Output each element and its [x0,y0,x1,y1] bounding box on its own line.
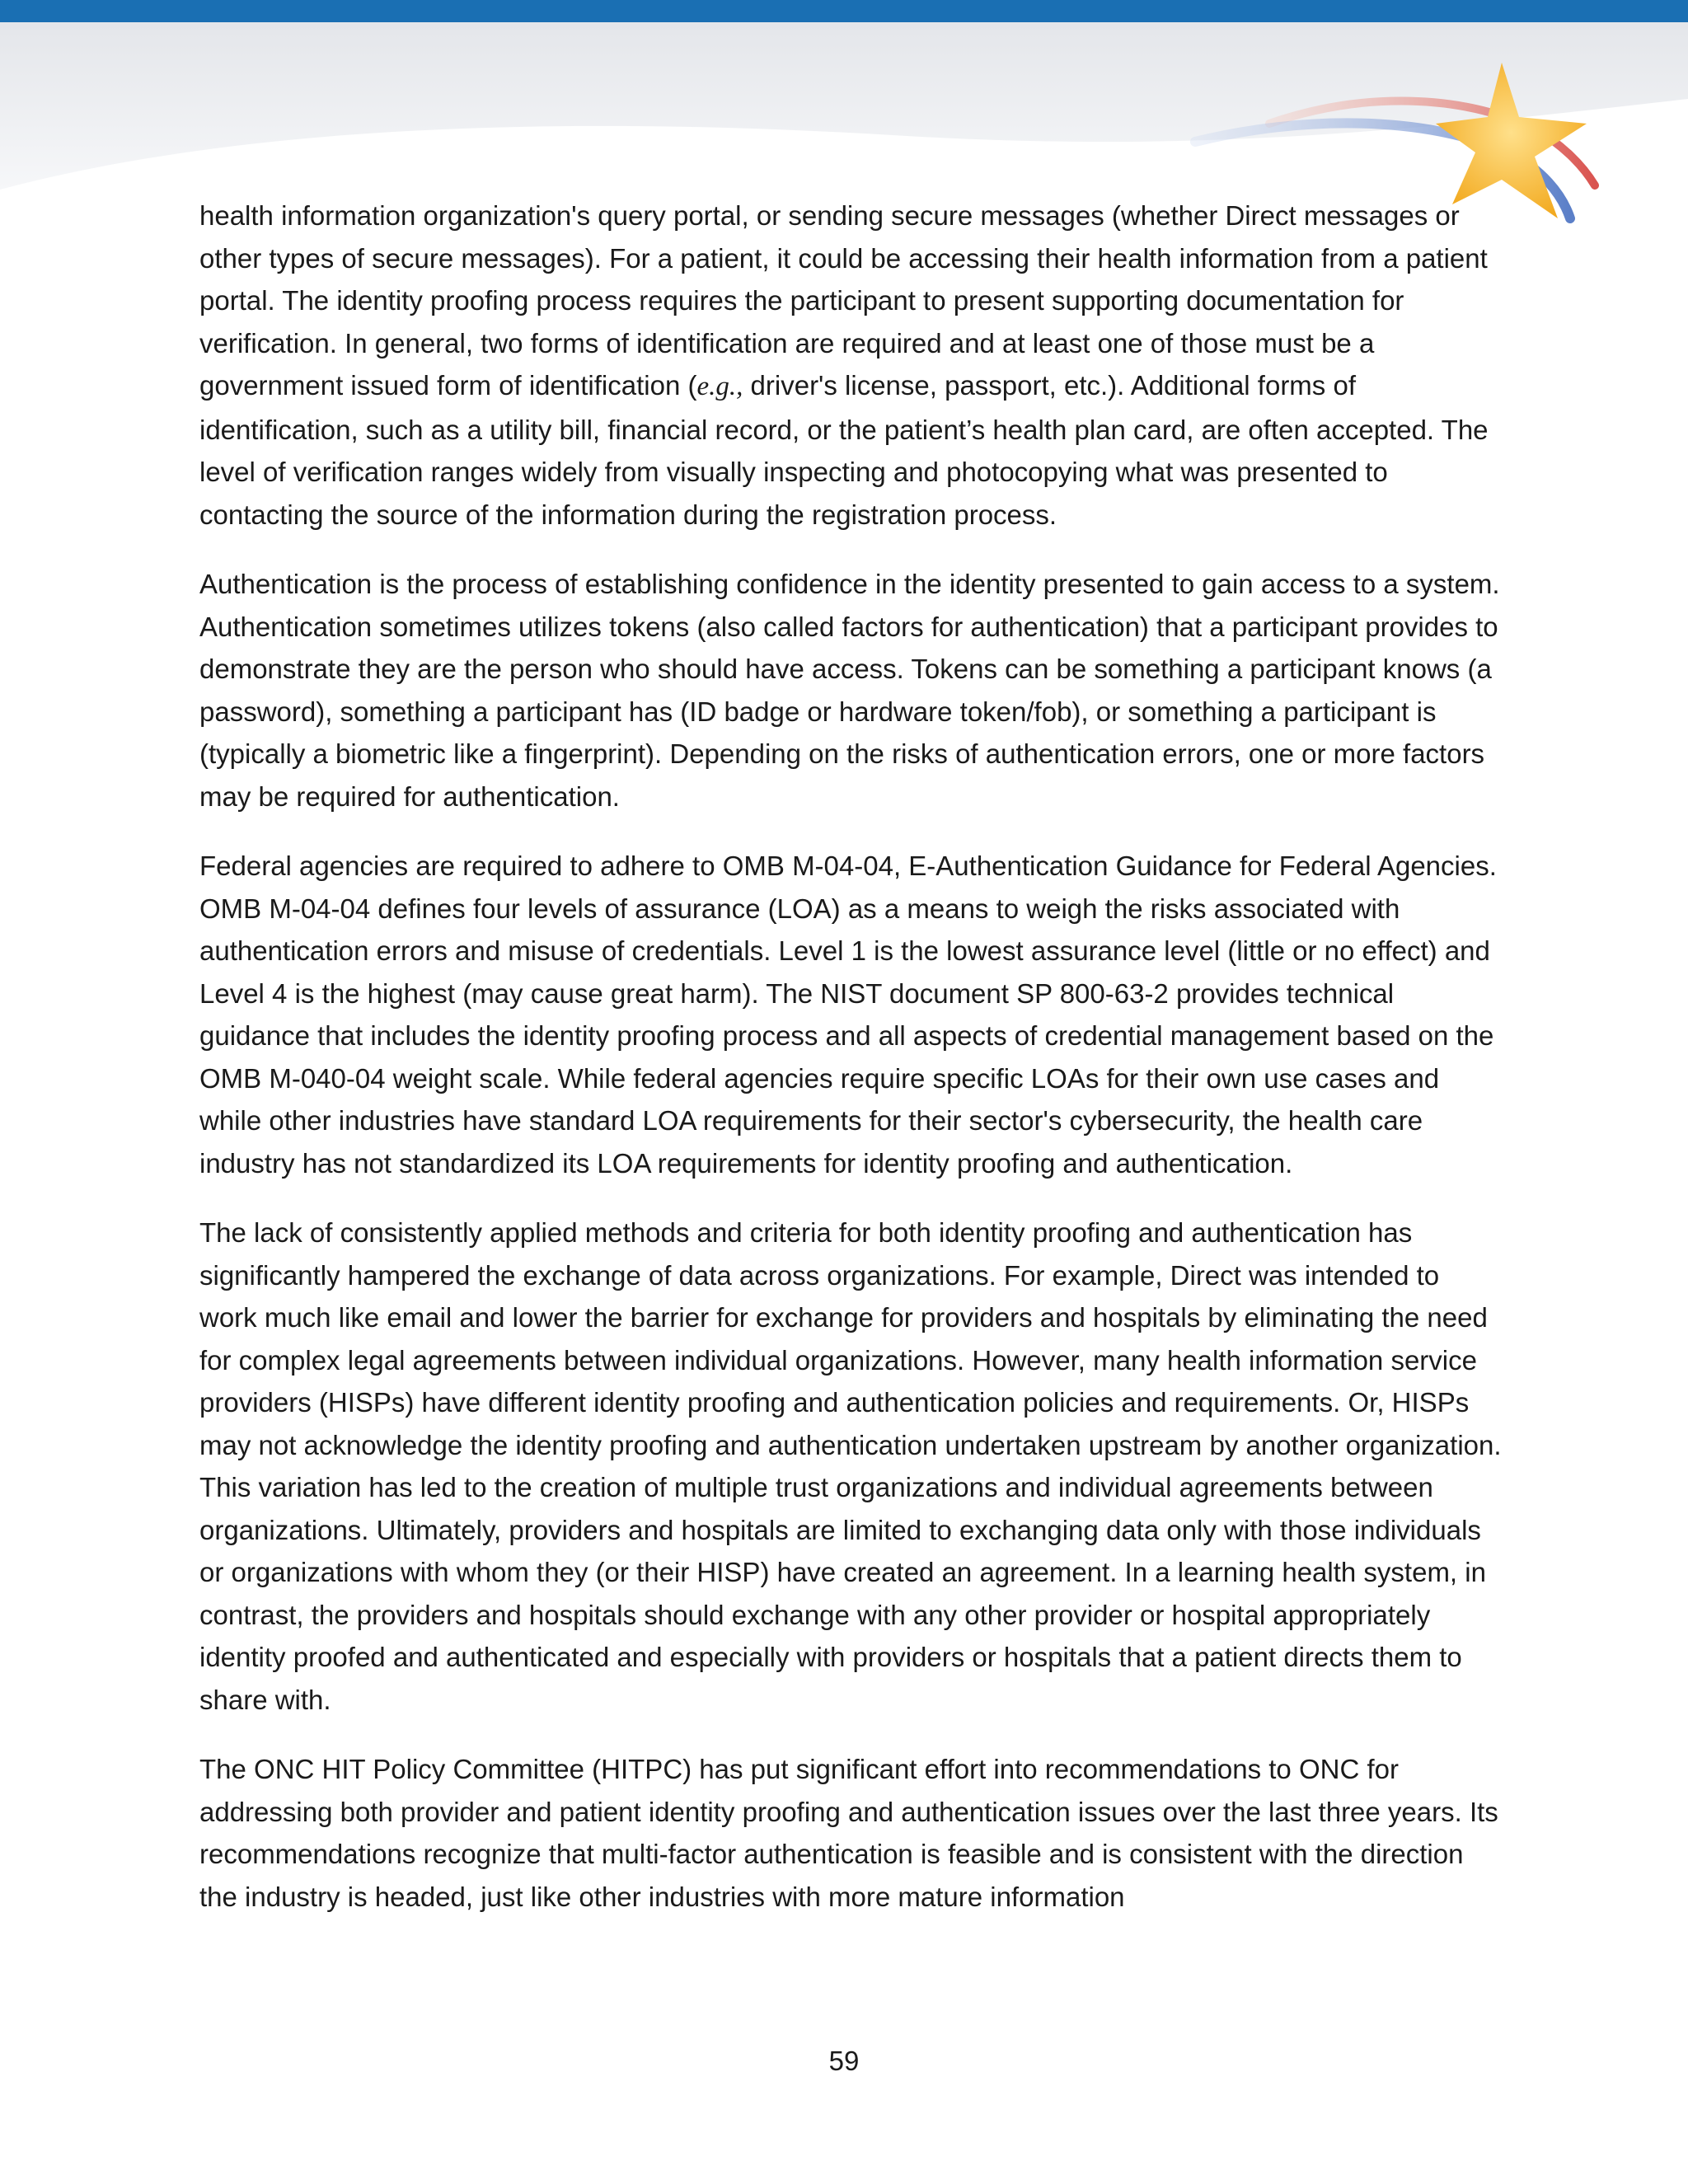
paragraph-lack-of-consistency: The lack of consistently applied methods and criteria for both identity proofing and authentication has significantly hampered the exchange of data across organizations. For example, Direct was intended to work much like email and lower the barrier for exchange for providers and hospitals by eliminating the need for complex legal agreements between individual organizations. However, many health information service providers (HISPs) have different identity proofing and authentication policies and requirements. Or, HISPs may not acknowledge the identity proofing and authentication undertaken upstream by another organization. This variation has led to the creation of multiple trust organizations and individual agreements between organizations. Ultimately, providers and hospitals are limited to exchanging data only with those individuals or organizations with whom they (or their HISP) have created an agreement. In a learning health system, in contrast, the providers and hospitals should exchange with any other provider or hospital appropriately identity proofed and authenticated and especially with providers or hospitals that a patient directs them to share with. [199,1217,1502,1715]
document-body [199,194,1502,1945]
page-number: 59 [828,2046,860,2076]
paragraph-authentication: Authentication is the process of establishing confidence in the identity presented to gain access to a system. Authentication sometimes utilizes tokens (also called factors for authentication) that a participant provides to demonstrate they are the person who should have access. Tokens can be something a participant knows (a password), something a participant has (ID badge or hardware token/fob), or something a participant is (typically a biometric like a fingerprint). Depending on the risks of authentication errors, one or more factors may be required for authentication. [199,569,1500,812]
paragraph-text: health information organization's query portal, or sending secure messages (whether Direct messages or other types of secure messages). For a patient, it could be accessing their health information from a patient portal. The identity proofing process requires the participant to present supporting documentation for verification. In general, two forms of identification are required and at least one of those must be a government issued form of identification ( [199,200,1488,401]
italic-abbreviation: e.g., [696,372,743,401]
paragraph-federal-agencies: Federal agencies are required to adhere to OMB M-04-04, E-Authentication Guidance for Federal Agencies. OMB M-04-04 defines four levels of assurance (LOA) as a means to weigh the risks associated with authentication errors and misuse of credentials. Level 1 is the lowest assurance level (little or no effect) and Level 4 is the highest (may cause great harm). The NIST document SP 800-63-2 provides technical guidance that includes the identity proofing process and all aspects of credential management based on the OMB M-040-04 weight scale. While federal agencies require specific LOAs for their own use cases and while other industries have standard LOA requirements for their sector's cybersecurity, the health care industry has not standardized its LOA requirements for identity proofing and authentication. [199,851,1497,1179]
paragraph-hitpc: The ONC HIT Policy Committee (HITPC) has put significant effort into recommendations to ONC for addressing both provider and patient identity proofing and authentication issues over the last three years. Its recommendations recognize that multi-factor authentication is feasible and is consistent with the direction the industry is headed, just like other industries with more mature information [199,1754,1498,1912]
paragraph-identity-proofing [199,194,1502,536]
paragraph-text: driver's license, passport, etc.). Additional forms of identification, such as a utility bill, financial record, or the patient’s health plan card, are often accepted. The level of verification ranges widely from visually inspecting and photocopying what was presented to contacting the source of the information during the registration process. [199,370,1489,530]
